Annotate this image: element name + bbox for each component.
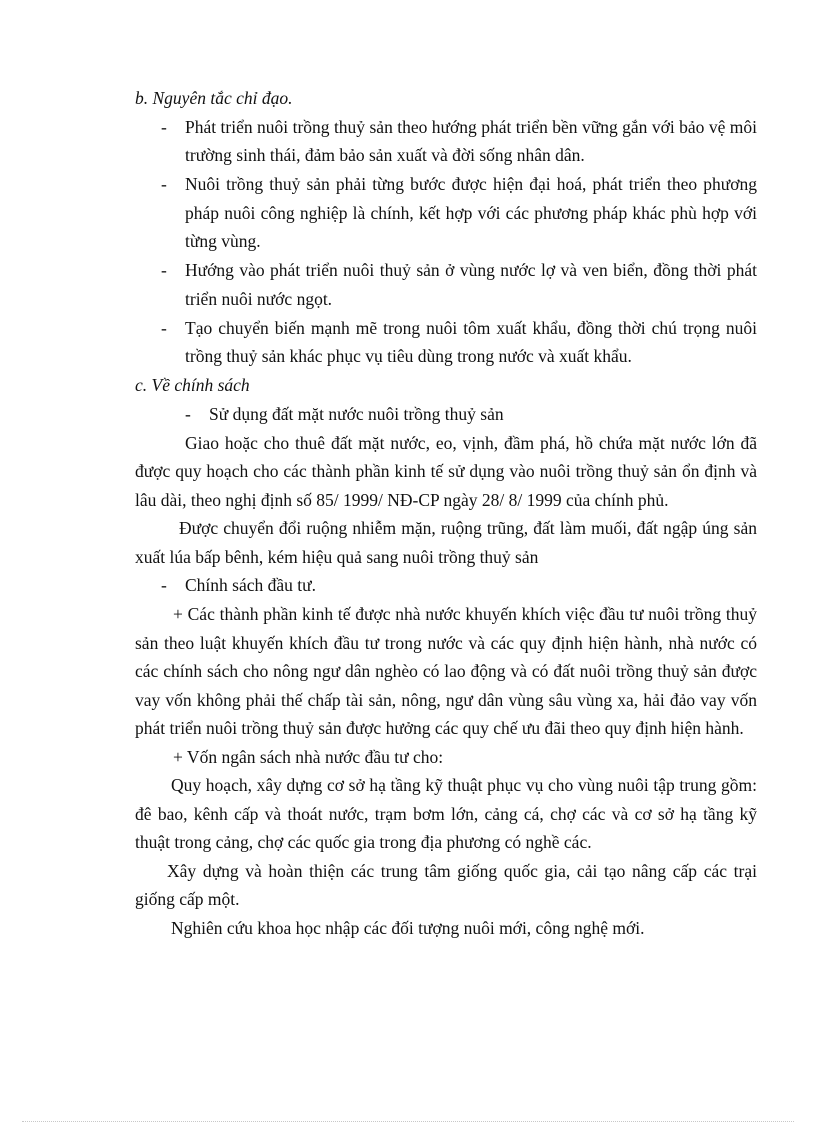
principle-item: [135, 170, 757, 256]
dash-marker: -: [161, 260, 167, 280]
paragraph-land-allocation: Giao hoặc cho thuê đất mặt nước, eo, vịnh, đầm phá, hồ chứa mặt nước lớn đã được quy hoạch cho các thành phần kinh tế sử dụng vào nuôi trồng thuỷ sản ổn định và lâu dài, theo nghị định số 85/ 1999/ NĐ-CP ngày 28/ 8/ 1999 của chính phủ.: [135, 432, 757, 510]
paragraph-breeding-centers: Xây dựng và hoàn thiện các trung tâm giống quốc gia, cải tạo nâng cấp các trại giống cấp một.: [135, 860, 757, 909]
section-heading-c: c. Về chính sách: [135, 375, 250, 395]
document-body: [135, 84, 757, 942]
principle-item: [135, 256, 757, 313]
dash-marker: -: [161, 116, 167, 137]
dash-marker: -: [161, 317, 167, 338]
principle-item: [135, 314, 757, 371]
policy-bullet-land: [135, 400, 757, 429]
policy-bullet-text: Sử dụng đất mặt nước nuôi trồng thuỷ sản: [209, 403, 504, 424]
page-bottom-border: [22, 1121, 794, 1122]
paragraph-infrastructure: Quy hoạch, xây dựng cơ sở hạ tầng kỹ thuật phục vụ cho vùng nuôi tập trung gồm: đê bao, kênh cấp và thoát nước, trạm bơm lớn, cảng cá, chợ các và cơ sở hạ tầng kỹ thuật trong cảng, chợ các quốc gia trong địa phương có nghề các.: [135, 775, 757, 852]
policy-bullet-text: Chính sách đầu tư.: [185, 575, 316, 595]
dash-marker: -: [185, 403, 191, 424]
paragraph-investment-encouragement: + Các thành phần kinh tế được nhà nước khuyến khích việc đầu tư nuôi trồng thuỷ sản theo luật khuyến khích đầu tư trong nước và các quy định hiện hành, nhà nước có các chính sách cho nông ngư dân nghèo có lao động và có đất nuôi trồng thuỷ sản được vay vốn không phải thế chấp tài sản, nông, ngư dân vùng sâu vùng xa, hải đảo vay vốn phát triển nuôi trồng thuỷ sản được hưởng các quy chế ưu đãi theo quy định hiện hành.: [135, 604, 757, 738]
principle-text: Nuôi trồng thuỷ sản phải từng bước được hiện đại hoá, phát triển theo phương pháp nuôi công nghiệp là chính, kết hợp với các phương pháp khác phù hợp với từng vùng.: [185, 174, 757, 251]
policy-bullet-investment: [135, 571, 757, 600]
paragraph-state-budget: + Vốn ngân sách nhà nước đầu tư cho:: [173, 746, 444, 767]
principle-item: [135, 113, 757, 170]
principle-text: Phát triển nuôi trồng thuỷ sản theo hướng phát triển bền vững gắn với bảo vệ môi trường sinh thái, đảm bảo sản xuất và đời sống nhân dân.: [185, 116, 757, 165]
paragraph-land-conversion: Được chuyển đổi ruộng nhiễm mặn, ruộng trũng, đất làm muối, đất ngập úng sản xuất lúa bấp bênh, kém hiệu quả sang nuôi trồng thuỷ sản: [135, 518, 757, 567]
dash-marker: -: [161, 174, 167, 194]
dash-marker: -: [161, 575, 167, 595]
paragraph-research: Nghiên cứu khoa học nhập các đối tượng nuôi mới, công nghệ mới.: [171, 917, 645, 938]
principle-text: Tạo chuyển biến mạnh mẽ trong nuôi tôm xuất khẩu, đồng thời chú trọng nuôi trồng thuỷ sản khác phục vụ tiêu dùng trong nước và xuất khẩu.: [185, 317, 757, 366]
section-heading-b: b. Nguyên tắc chỉ đạo.: [135, 88, 293, 108]
principle-text: Hướng vào phát triển nuôi thuỷ sản ở vùng nước lợ và ven biển, đồng thời phát triển nuôi nước ngọt.: [185, 260, 757, 309]
